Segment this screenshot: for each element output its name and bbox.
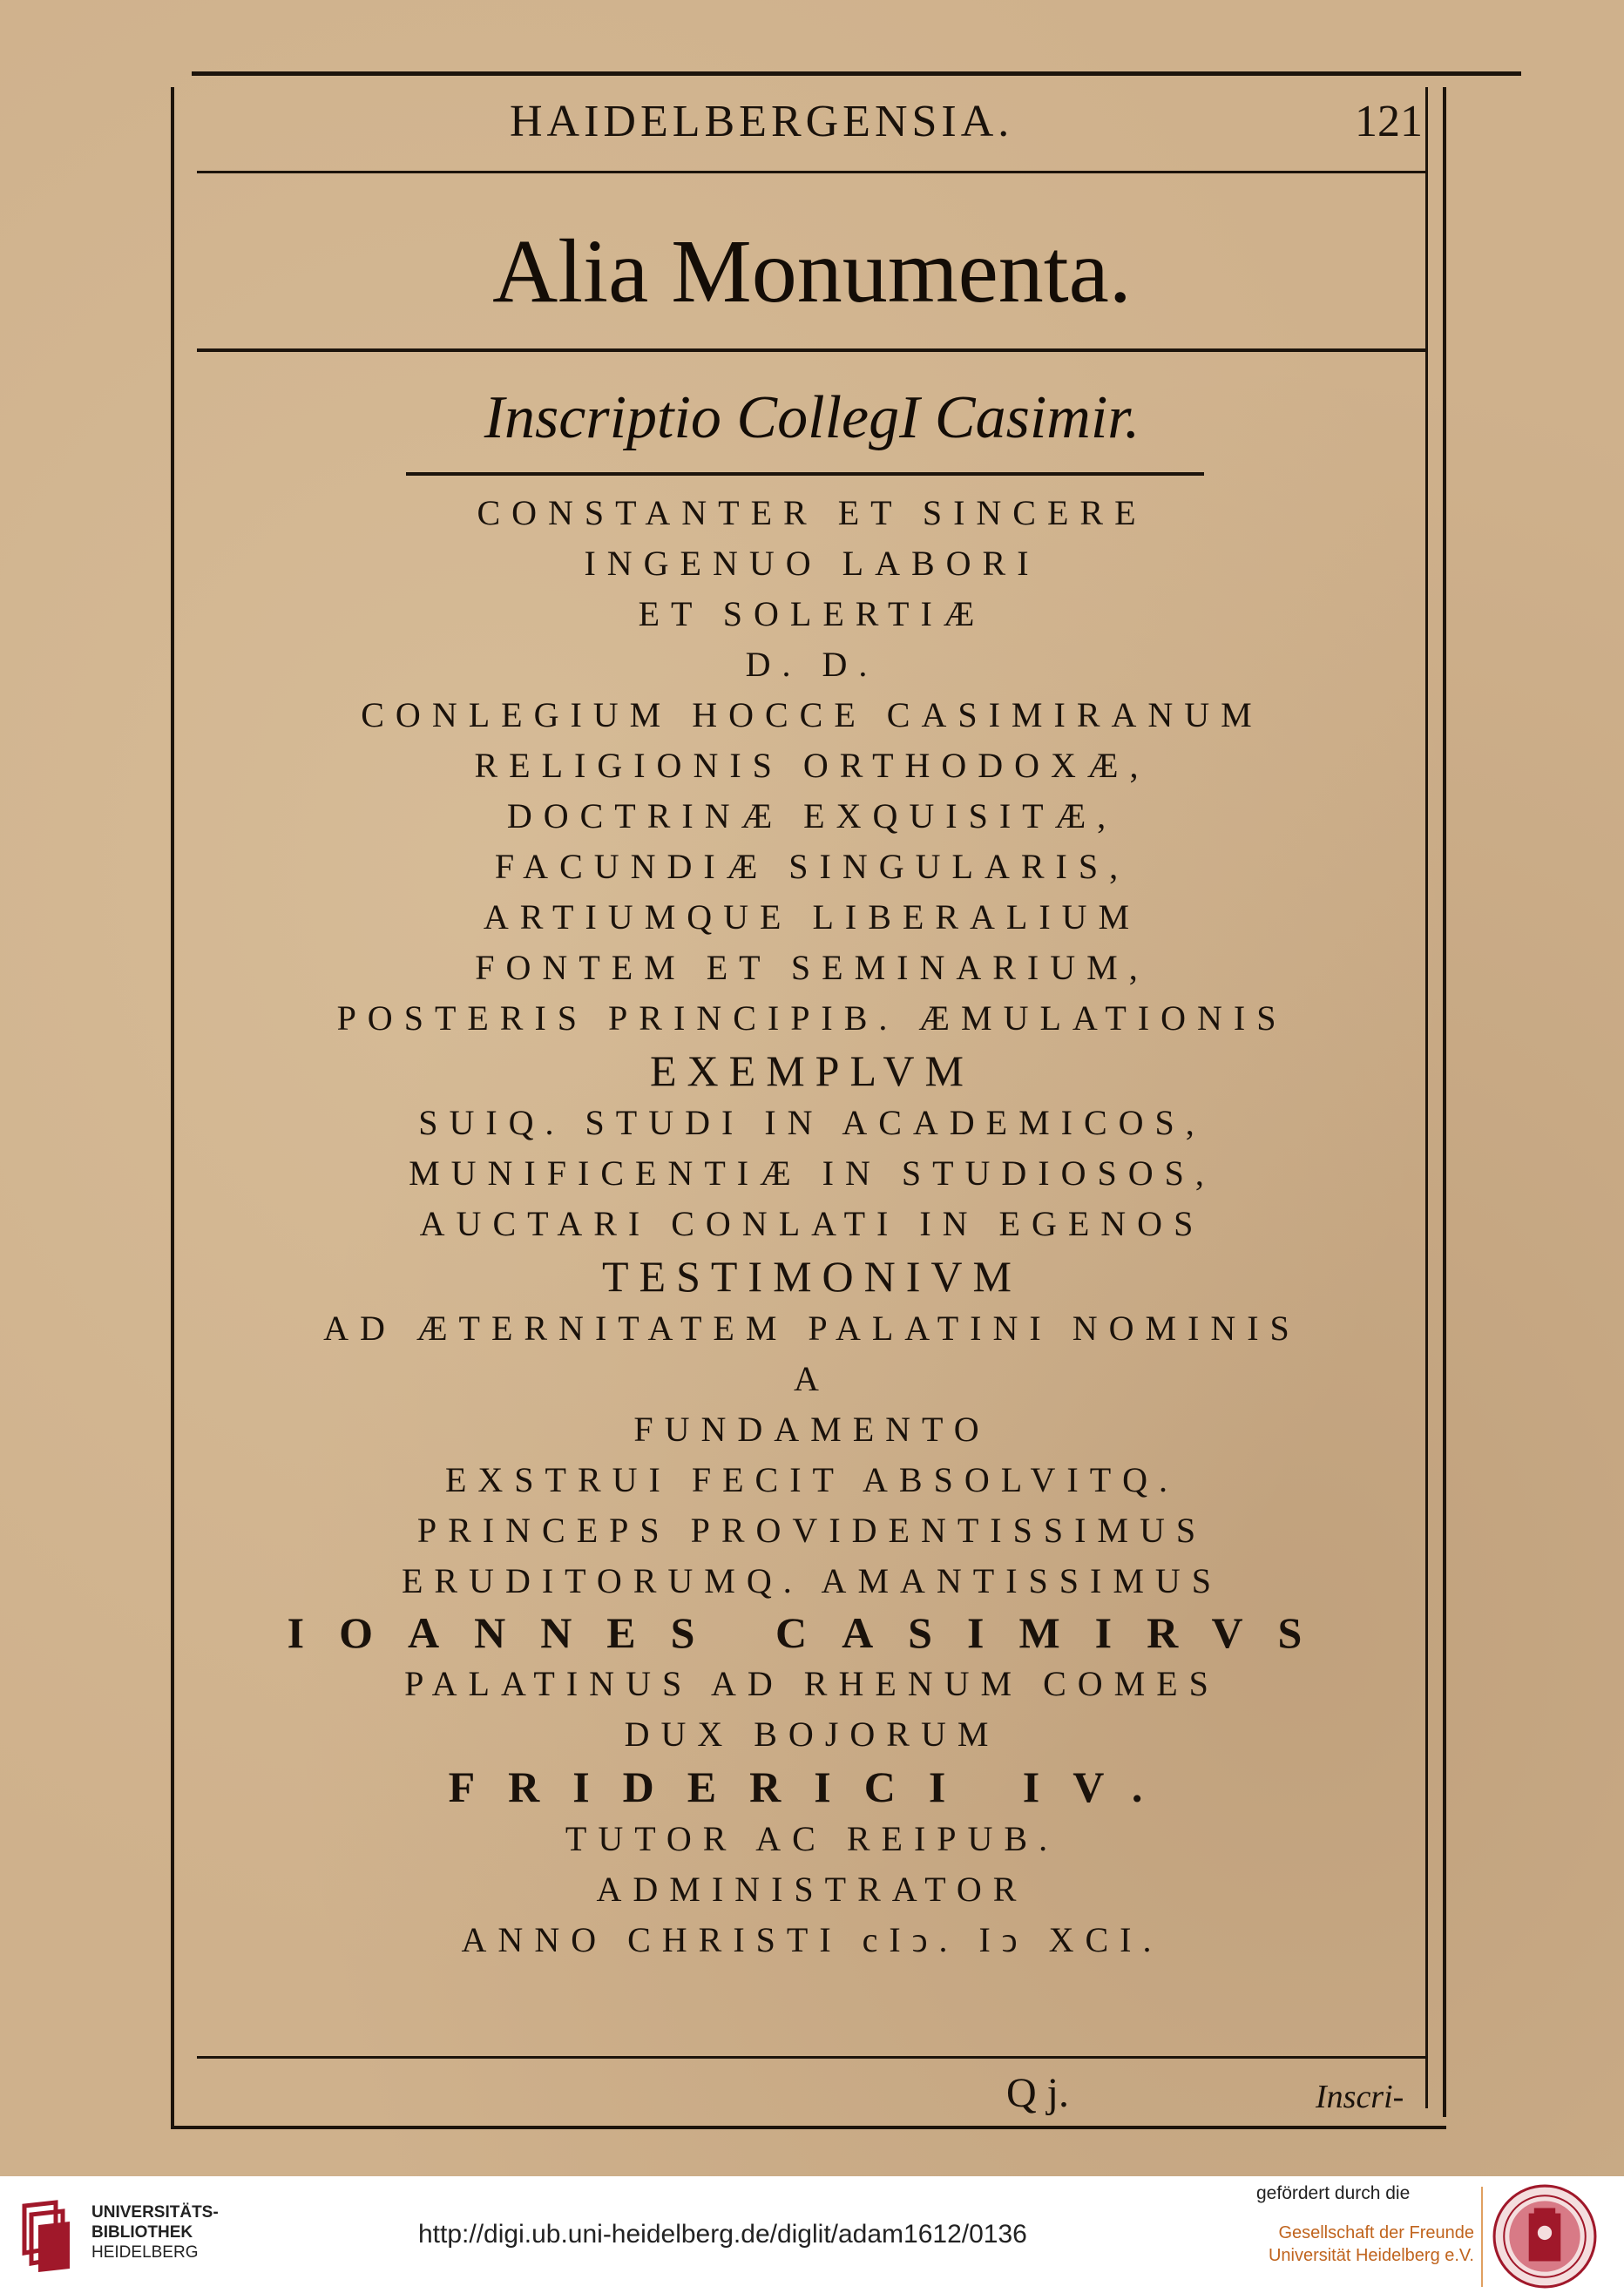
running-header: HAIDELBERGENSIA. [510, 97, 1014, 146]
inscription-line: MUNIFICENTIÆ IN STUDIOSOS, [409, 1153, 1215, 1193]
page-number: 121 [1355, 97, 1423, 146]
sponsor-name [1256, 2222, 1474, 2267]
frame-top-rule [192, 71, 1521, 76]
funded-by-label: gefördert durch die [1256, 2183, 1411, 2203]
inscription-subtitle: Inscriptio CollegI Casimir. [484, 384, 1140, 451]
catchword: Inscri- [1316, 2079, 1404, 2115]
inscription-line: POSTERIS PRINCIPIB. ÆMULATIONIS [336, 998, 1288, 1038]
inscription-line: AD ÆTERNITATEM PALATINI NOMINIS [323, 1309, 1301, 1348]
footer-rule [197, 2056, 1425, 2059]
section-title: Alia Monumenta. [492, 221, 1132, 321]
library-name [91, 2202, 266, 2263]
inscription-line: PALATINUS AD RHENUM COMES [404, 1664, 1220, 1703]
inscription-line: EXEMPLVM [650, 1046, 974, 1095]
inscription-line: FACUNDIÆ SINGULARIS, [494, 847, 1130, 886]
university-seal-icon [1492, 2183, 1598, 2290]
library-name-line: UNIVERSITÄTS- [91, 2203, 219, 2222]
permalink-url[interactable]: http://digi.ub.uni-heidelberg.de/diglit/adam1612/0136 [418, 2220, 1027, 2249]
inscription-line: DUX BOJORUM [624, 1715, 1000, 1754]
inscription-line: AUCTARI CONLATI IN EGENOS [419, 1204, 1205, 1243]
inscription-line: ANNO CHRISTI cIↄ. Iↄ XCI. [461, 1920, 1163, 1959]
inscription-line: ADMINISTRATOR [596, 1870, 1028, 1909]
inscription-line: ARTIUMQUE LIBERALIUM [483, 897, 1141, 937]
frame-bottom-rule [171, 2126, 1446, 2129]
inscription-line: DOCTRINÆ EXQUISITÆ, [506, 796, 1118, 835]
inscription-line: D. D. [745, 645, 879, 684]
inscription-text [0, 488, 1624, 1965]
inscription-line: A [794, 1359, 830, 1398]
inscription-line: EXSTRUI FECIT ABSOLVITQ. [444, 1460, 1180, 1499]
inscription-line: CONSTANTER ET SINCERE [477, 493, 1147, 532]
inscription-line: TESTIMONIVM [602, 1252, 1022, 1301]
library-name-line: HEIDELBERG [91, 2243, 199, 2262]
inscription-line: CONLEGIUM HOCCE CASIMIRANUM [361, 695, 1263, 734]
inscription-line: ERUDITORUMQ. AMANTISSIMUS [401, 1561, 1223, 1600]
subtitle-rule [406, 472, 1204, 476]
sponsor-name-line: Universität Heidelberg e.V. [1268, 2246, 1474, 2265]
inscription-line: SUIQ. STUDI IN ACADEMICOS, [418, 1103, 1206, 1142]
inscription-line: PRINCEPS PROVIDENTISSIMUS [416, 1511, 1208, 1550]
section-rule [197, 348, 1425, 352]
library-name-line: BIBLIOTHEK [91, 2223, 193, 2242]
inscription-line: IOANNES CASIMIRVS [287, 1608, 1337, 1657]
signature-mark: Q j. [1006, 2070, 1069, 2116]
university-library-logo-icon [16, 2195, 77, 2274]
inscription-line: FONTEM ET SEMINARIUM, [475, 948, 1149, 987]
inscription-line: ET SOLERTIÆ [638, 594, 986, 633]
inscription-line: FRIDERICI IV. [448, 1762, 1176, 1811]
inscription-line: TUTOR AC REIPUB. [565, 1819, 1059, 1858]
sponsor-divider [1481, 2187, 1483, 2287]
inscription-line: INGENUO LABORI [584, 544, 1040, 583]
inscription-line: RELIGIONIS ORTHODOXÆ, [474, 746, 1150, 785]
sponsor-name-line: Gesellschaft der Freunde [1278, 2223, 1474, 2242]
inscription-line: FUNDAMENTO [633, 1410, 991, 1449]
header-rule [197, 171, 1425, 173]
